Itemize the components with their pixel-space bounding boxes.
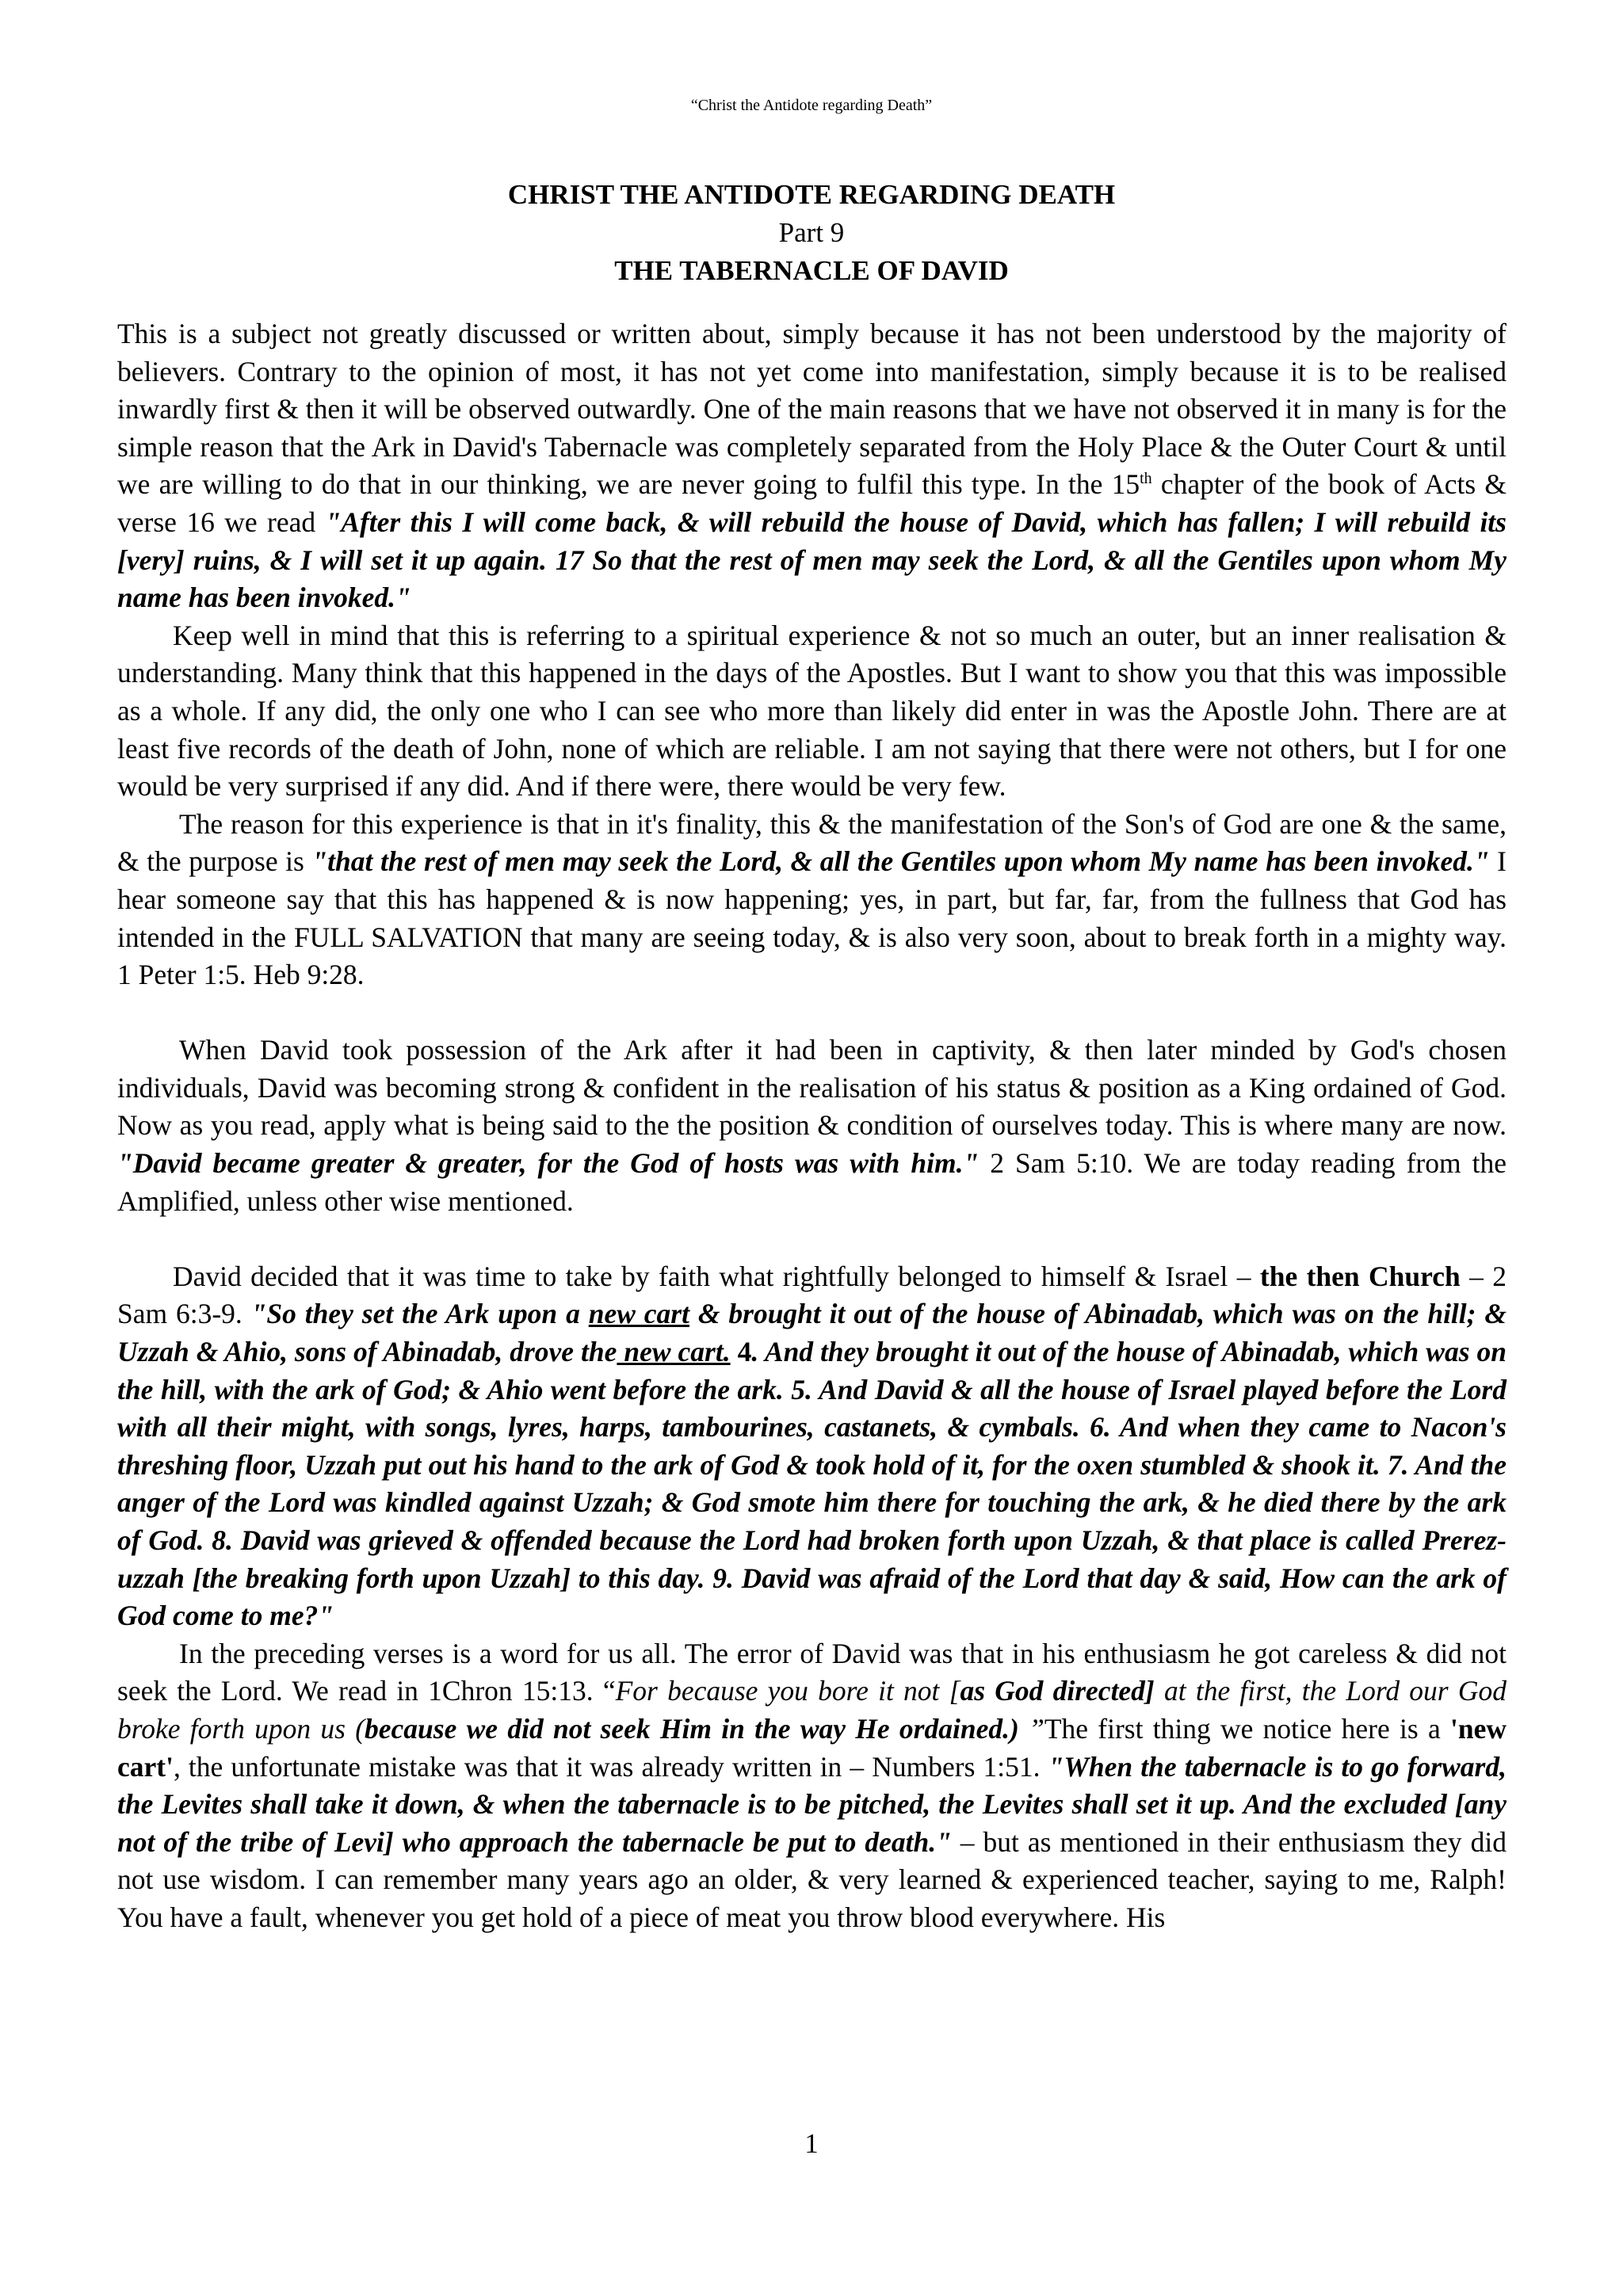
text-run: , the unfortunate mistake was that it was already written in – Numbers 1:51. — [173, 1750, 1048, 1783]
part-label: Part 9 — [778, 217, 845, 248]
text-run: The reason for this experience is that in it's finality, this & the manifestation of the Son's of God are one & the same, & the purpose is — [117, 807, 1507, 878]
underlined-quote: new cart — [588, 1298, 689, 1330]
paragraph-3 — [117, 806, 1507, 994]
verse-number: 4 — [730, 1336, 752, 1368]
paragraph-2: Keep well in mind that this is referring to a spiritual experience & not so much an outer, but an inner realisation & understanding. Many think that this happened in the days of the Apostles. But I want to show you that this was impossible as a whole. If any did, the only one who I can see who more than likely did enter in was the Apostle John. There are at least five records of the death of John, none of which are reliable. I am not saying that there were not others, but I for one would be very surprised if any did. And if there were, there would be very few. — [117, 619, 1507, 803]
scripture-quote: as God directed] — [960, 1675, 1155, 1707]
bold-run: the then Church — [1259, 1260, 1461, 1292]
italic-run: at the first, the Lord our God broke forth upon us ( — [117, 1675, 1507, 1745]
scripture-quote: "that the rest of men may seek the Lord, & all the Gentiles upon whom My name has been invoked." — [311, 845, 1490, 878]
text-run: chapter of the book of Acts & verse 16 we read — [117, 468, 1507, 538]
title-block — [0, 176, 1623, 290]
paragraph-1 — [117, 315, 1507, 617]
underlined-quote: new cart. — [617, 1336, 731, 1368]
text-run: – but as mentioned in their enthusiasm they did not use wisdom. I can remember many years ago an older, & very learned & experienced teacher, saying to me, Ralph! You have a fault, whenever you get hold of a piece of meat you throw blood everywhere. His — [117, 1825, 1507, 1933]
paragraph-4 — [117, 1032, 1507, 1220]
text-run: – 2 Sam 6:3-9. — [117, 1260, 1507, 1330]
text-run: I hear someone say that this has happened & is now happening; yes, in part, but far, far, from the fullness that God has intended in the FULL SALVATION that many are seeing today, & is also very soon, about to break forth in a mighty way. 1 Peter 1:5. Heb 9:28. — [117, 845, 1507, 991]
paragraph-5 — [117, 1258, 1507, 1635]
paragraph-6 — [117, 1635, 1507, 1937]
scripture-quote: "When the tabernacle is to go forward, the Levites shall take it down, & when the tabernacle is to be pitched, the Levites shall set it up. And the excluded [any not of the tribe of Levi] who approach the tabernacle be put to death." — [117, 1750, 1507, 1858]
scripture-quote: "After this I will come back, & will rebuild the house of David, which has fallen; I will rebuild its [very] ruins, & I will set it up again. 17 So that the rest of men may seek the Lord, & all the Gentiles upon whom My name has been invoked." — [117, 505, 1507, 614]
text-run: The first thing we notice here is a — [1044, 1712, 1450, 1745]
scripture-quote: "So they set the Ark upon a — [250, 1298, 589, 1330]
running-header: “Christ the Antidote regarding Death” — [690, 97, 933, 114]
scripture-quote: "David became greater & greater, for the God of hosts was with him." — [117, 1147, 980, 1180]
document-title: CHRIST THE ANTIDOTE REGARDING DEATH — [507, 179, 1116, 210]
text-run: This is a subject not greatly discussed or written about, simply because it has not been understood by the majority of believers. Contrary to the opinion of most, it has not yet come into manifestation, simply because it is to be realised inwardly first & then it will be observed outwardly. One of the main reasons that we have not observed it in many is for the simple reason that the Ark in David's Tabernacle was completely separated from the Holy Place & the Outer Court & until we are willing to do that in our thinking, we are never going to fulfil this type. In the 15 — [117, 318, 1507, 501]
body-text — [117, 315, 1507, 1937]
document-subtitle: THE TABERNACLE OF DAVID — [614, 255, 1009, 286]
text-run: In the preceding verses is a word for us all. The error of David was that in his enthusiasm he got careless & did not seek the Lord. We read in 1Chron 15:13. “ — [117, 1637, 1507, 1707]
text-run: David decided that it was time to take by faith what rightfully belonged to himself & Israel – — [173, 1260, 1260, 1292]
scripture-quote: because we did not seek Him in the way He ordained.) — [365, 1712, 1019, 1745]
superscript: th — [1140, 470, 1152, 488]
text-run: 2 Sam 5:10. We are today reading from the Amplified, unless other wise mentioned. — [117, 1147, 1507, 1217]
bold-run: 'new cart' — [117, 1712, 1507, 1783]
scripture-quote: & brought it out of the house of Abinadab, which was on the hill; & Uzzah & Ahio, sons of Abinadab, drove the — [117, 1298, 1507, 1368]
italic-run: For because you bore it not [ — [615, 1675, 960, 1707]
italic-run: ” — [1018, 1712, 1044, 1745]
page-number: 1 — [804, 2128, 819, 2159]
paragraph-gap — [117, 1220, 1507, 1258]
text-run: When David took possession of the Ark after it had been in captivity, & then later minded by God's chosen individuals, David was becoming strong & confident in the realisation of his status & position as a King ordained of God. Now as you read, apply what is being said to the the position & condition of ourselves today. This is where many are now. — [117, 1034, 1507, 1142]
scripture-quote: . And they brought it out of the house of Abinadab, which was on the hill, with the ark of God; & Ahio went before the ark. 5. And David & all the house of Israel played before the Lord with all their might, with songs, lyres, harps, tambourines, castanets, & cymbals. 6. And when they came to Nacon's threshing floor, Uzzah put out his hand to the ark of God & took hold of it, for the oxen stumbled & shook it. 7. And the anger of the Lord was kindled against Uzzah; & God smote him there for touching the ark, & he died there by the ark of God. 8. David was grieved & offended because the Lord had broken forth upon Uzzah, & that place is called Prerez-uzzah [the breaking forth upon Uzzah] to this day. 9. David was afraid of the Lord that day & said, How can the ark of God come to me?" — [117, 1336, 1507, 1632]
paragraph-gap — [117, 994, 1507, 1032]
